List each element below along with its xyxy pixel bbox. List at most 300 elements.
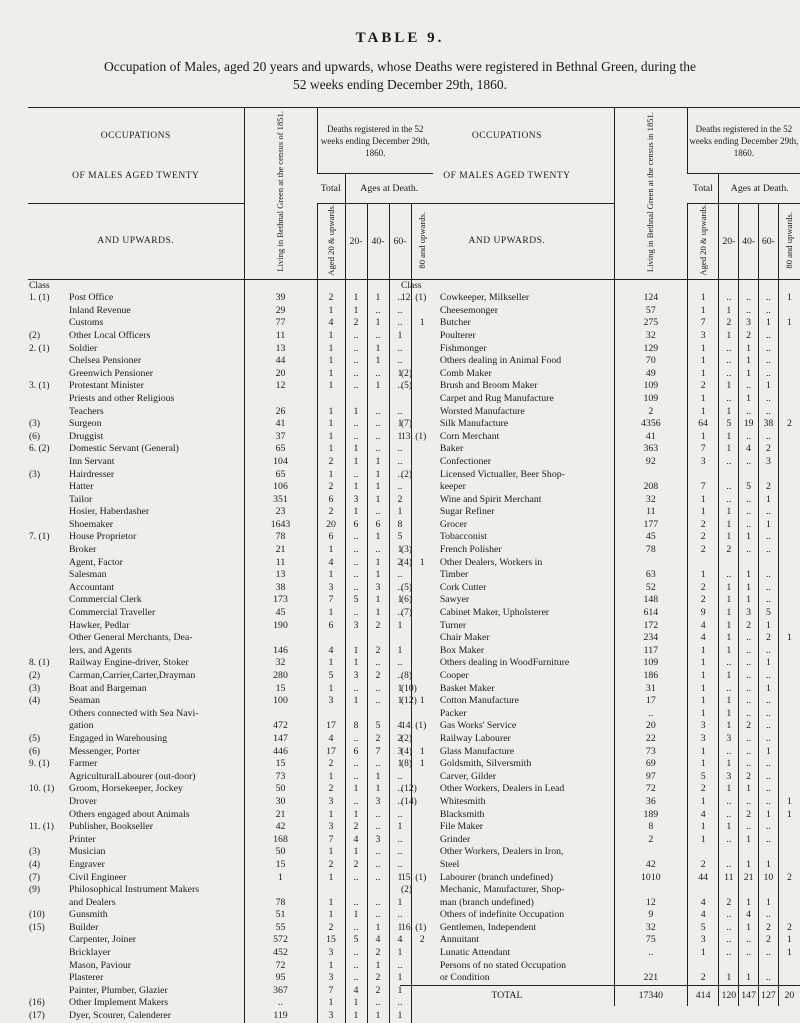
value-cell: 2 [389, 557, 411, 570]
value-cell [614, 884, 687, 897]
value-cell: 41 [614, 431, 687, 444]
value-cell: 275 [614, 317, 687, 330]
value-cell: .. [759, 733, 779, 746]
value-cell: 2 [389, 494, 411, 507]
value-cell: .. [389, 481, 411, 494]
value-cell: 17 [317, 746, 345, 759]
value-cell: 1 [739, 834, 759, 847]
value-cell: 1 [719, 620, 739, 633]
value-cell: 1 [719, 582, 739, 595]
value-cell: 1 [739, 922, 759, 935]
value-cell: 1 [367, 531, 389, 544]
table-row [28, 380, 433, 393]
value-cell: 2 [317, 506, 345, 519]
value-cell: .. [389, 443, 411, 456]
value-cell: .. [367, 683, 389, 696]
occupation-cell: Farmer [69, 758, 98, 770]
occupation-cell: Printer [69, 833, 96, 845]
value-cell: 1 [687, 368, 719, 381]
class-cell: 2. (1) [29, 343, 50, 354]
value-cell: 1 [719, 594, 739, 607]
value-cell: 4 [389, 934, 411, 947]
value-cell: 3 [687, 456, 719, 469]
class-cell [400, 343, 439, 356]
value-cell: 17 [317, 720, 345, 733]
value-cell: 73 [614, 746, 687, 759]
value-cell: 41 [244, 418, 317, 431]
class-cell: 8. (1) [29, 658, 50, 669]
value-cell: 2 [345, 317, 367, 330]
occupation-cell: Licensed Victualler, Beer Shop- [439, 468, 565, 480]
value-cell: .. [739, 645, 759, 658]
class-cell: (4) [401, 557, 413, 568]
value-cell: 32 [244, 657, 317, 670]
value-cell: 572 [244, 934, 317, 947]
value-cell: 1 [778, 934, 800, 947]
value-cell: .. [759, 834, 779, 847]
class-cell [400, 494, 439, 507]
aged20-header-right: Aged 20 & upwards. [687, 204, 719, 280]
value-cell: 1643 [244, 519, 317, 532]
class-cell: (5) [401, 381, 413, 392]
value-cell: 5 [389, 531, 411, 544]
occupation-cell: Others of indefinite Occupation [439, 909, 565, 921]
aged20-header: Aged 20 & upwards. [317, 204, 345, 280]
value-cell [719, 279, 739, 292]
value-cell: 1 [389, 1010, 411, 1023]
value-cell: 37 [244, 431, 317, 444]
total-value: 17340 [614, 985, 687, 1006]
value-cell: 1 [345, 1010, 367, 1023]
value-cell: 3 [739, 317, 759, 330]
value-cell: .. [719, 292, 739, 305]
table-row [28, 393, 433, 406]
class-cell: (3) [29, 469, 41, 480]
value-cell: 2 [317, 292, 345, 305]
occupation-cell: Grinder [439, 833, 471, 845]
occupation-cell: Corn Merchant [439, 430, 500, 442]
occupation-cell: Turner [439, 619, 467, 631]
class-cell: (12) [401, 784, 417, 795]
value-cell: .. [739, 292, 759, 305]
occupation-cell: Fishmonger [439, 342, 487, 354]
value-cell: 10 [759, 872, 779, 885]
age60-header: 60- [389, 204, 411, 280]
occupation-cell: Teachers [69, 405, 104, 417]
value-cell: .. [389, 607, 411, 620]
value-cell: 1 [317, 683, 345, 696]
value-cell [614, 279, 687, 292]
value-cell [778, 368, 800, 381]
occupation-cell: Hatter [69, 481, 94, 493]
table-subtitle [40, 58, 760, 94]
class-cell [28, 494, 68, 507]
occupation-cell: Cork Cutter [439, 581, 487, 593]
value-cell: 1 [719, 506, 739, 519]
occupation-cell: Inn Servant [69, 455, 115, 467]
value-cell [739, 557, 759, 570]
value-cell: 2 [687, 531, 719, 544]
value-cell [778, 834, 800, 847]
value-cell: .. [345, 368, 367, 381]
value-cell: .. [345, 607, 367, 620]
value-cell: 1 [739, 897, 759, 910]
value-cell: 21 [244, 809, 317, 822]
value-cell: .. [739, 683, 759, 696]
value-cell: 1 [759, 620, 779, 633]
table-row [400, 809, 800, 822]
value-cell: 2 [759, 934, 779, 947]
class-cell [400, 809, 439, 822]
class-cell [28, 972, 68, 985]
class-cell: 3. (1) [29, 381, 50, 392]
value-cell: 3 [317, 796, 345, 809]
occupation-cell: Mechanic, Manufacturer, Shop- [439, 884, 565, 896]
value-cell: 1 [317, 960, 345, 973]
value-cell: 1 [317, 909, 345, 922]
value-cell: .. [614, 947, 687, 960]
value-cell: 2 [739, 720, 759, 733]
occupation-cell: Accountant [69, 581, 115, 593]
value-cell: 2 [317, 481, 345, 494]
value-cell: 3 [759, 456, 779, 469]
value-cell [778, 645, 800, 658]
value-cell: 2 [317, 758, 345, 771]
occupation-cell: Carpenter, Joiner [69, 934, 137, 946]
value-cell [614, 469, 687, 482]
value-cell: 31 [614, 683, 687, 696]
class-cell [400, 947, 439, 960]
class-cell [28, 594, 68, 607]
value-cell: 52 [614, 582, 687, 595]
value-cell: .. [389, 380, 411, 393]
value-cell: .. [367, 330, 389, 343]
value-cell: .. [759, 695, 779, 708]
occupation-cell: Broker [69, 544, 97, 556]
deaths-header: Deaths registered in the 52 weeks ending December 29th, 1860. [317, 108, 433, 174]
value-cell: .. [389, 406, 411, 419]
value-cell: .. [759, 771, 779, 784]
table-row [28, 620, 433, 633]
table-row [28, 531, 433, 544]
table-row [400, 972, 800, 985]
value-cell: 1 [687, 494, 719, 507]
table-row [28, 695, 433, 708]
value-cell: 3 [317, 972, 345, 985]
value-cell: 95 [244, 972, 317, 985]
value-cell: 614 [614, 607, 687, 620]
table-row [400, 443, 800, 456]
value-cell: .. [367, 821, 389, 834]
occupation-cell: Lunatic Attendant [439, 947, 511, 959]
value-cell [345, 393, 367, 406]
value-cell: .. [367, 695, 389, 708]
value-cell: 38 [759, 418, 779, 431]
value-cell: 173 [244, 594, 317, 607]
value-cell: 2 [739, 330, 759, 343]
occupation-cell: Drover [69, 795, 97, 807]
value-cell: 168 [244, 834, 317, 847]
class-cell: (10) [401, 683, 417, 694]
value-cell: 6 [317, 620, 345, 633]
value-cell [687, 557, 719, 570]
ages-header: Ages at Death. [345, 174, 433, 204]
class-cell [400, 305, 439, 318]
value-cell: .. [739, 758, 759, 771]
value-cell: 1 [317, 872, 345, 885]
value-cell: 1 [719, 632, 739, 645]
value-cell [778, 594, 800, 607]
value-cell: 2 [367, 645, 389, 658]
value-cell: 11 [614, 506, 687, 519]
occupation-cell: Chelsea Pensioner [69, 355, 142, 367]
value-cell: .. [759, 506, 779, 519]
total-label: TOTAL [400, 985, 614, 1006]
living-header-right: Living in Bethnal Green at the census in 1851. [614, 108, 687, 280]
value-cell: 3 [687, 720, 719, 733]
value-cell: 1 [345, 443, 367, 456]
class-cell [400, 645, 439, 658]
table-row [28, 657, 433, 670]
value-cell: 1 [778, 632, 800, 645]
value-cell: .. [739, 456, 759, 469]
value-cell: 63 [614, 569, 687, 582]
value-cell: .. [759, 569, 779, 582]
value-cell: 4 [739, 443, 759, 456]
value-cell: 4 [317, 317, 345, 330]
value-cell [739, 884, 759, 897]
value-cell: .. [759, 783, 779, 796]
class-cell [400, 569, 439, 582]
occupation-cell: or Condition [439, 972, 490, 984]
value-cell: 1 [367, 960, 389, 973]
value-cell: 1 [719, 305, 739, 318]
class-cell: (7) [401, 608, 413, 619]
table-row [400, 746, 800, 759]
occupation-cell: Dyer, Scourer, Calenderer [69, 1010, 172, 1022]
value-cell [614, 846, 687, 859]
occupation-cell: Blacksmith [439, 808, 485, 820]
value-cell [778, 557, 800, 570]
value-cell: .. [739, 544, 759, 557]
class-cell: (7) [401, 419, 413, 430]
table-row [400, 343, 800, 356]
value-cell: 2 [687, 859, 719, 872]
value-cell: 1 [389, 695, 411, 708]
class-cell: (15) [29, 922, 45, 933]
table-row [28, 909, 433, 922]
value-cell: .. [389, 783, 411, 796]
value-cell: 4 [687, 809, 719, 822]
value-cell: 1 [719, 519, 739, 532]
value-cell: 42 [244, 821, 317, 834]
value-cell: .. [367, 406, 389, 419]
class-cell: (2) [29, 671, 41, 682]
value-cell: 1 [367, 355, 389, 368]
table-row [400, 569, 800, 582]
occupation-cell: and Dealers [69, 896, 116, 908]
value-cell: 7 [687, 481, 719, 494]
value-cell: 9 [614, 909, 687, 922]
value-cell: 7 [317, 985, 345, 998]
class-cell: (9) [29, 885, 41, 896]
value-cell: 1 [739, 859, 759, 872]
value-cell: .. [739, 796, 759, 809]
class-cell: 9. (1) [29, 759, 50, 770]
value-cell [687, 469, 719, 482]
table-row [28, 456, 433, 469]
value-cell: 1 [687, 393, 719, 406]
class-cell [400, 771, 439, 784]
value-cell: .. [739, 934, 759, 947]
value-cell: 1 [719, 783, 739, 796]
table-row [28, 594, 433, 607]
value-cell [345, 884, 367, 897]
class-cell [400, 506, 439, 519]
value-cell: 3 [687, 934, 719, 947]
value-cell: .. [739, 947, 759, 960]
value-cell: .. [719, 859, 739, 872]
value-cell: 3 [345, 494, 367, 507]
table-row [28, 746, 433, 759]
value-cell: 1 [759, 317, 779, 330]
value-cell: 12 [244, 380, 317, 393]
value-cell [778, 846, 800, 859]
class-cell [400, 846, 439, 859]
value-cell: 6 [317, 531, 345, 544]
value-cell: 1 [411, 317, 433, 330]
value-cell [778, 393, 800, 406]
value-cell: 1 [739, 368, 759, 381]
value-cell: 92 [614, 456, 687, 469]
value-cell: .. [345, 872, 367, 885]
value-cell [317, 279, 345, 292]
value-cell: 2 [614, 834, 687, 847]
value-cell: 1 [687, 355, 719, 368]
value-cell: .. [345, 380, 367, 393]
value-cell: .. [719, 368, 739, 381]
class-cell: 10. (1) [29, 784, 55, 795]
value-cell: .. [367, 544, 389, 557]
value-cell: 13 [244, 343, 317, 356]
table-row [400, 846, 800, 859]
value-cell: .. [244, 997, 317, 1010]
value-cell: .. [345, 544, 367, 557]
value-cell: 36 [614, 796, 687, 809]
value-cell [687, 884, 719, 897]
class-cell: (8) [401, 671, 413, 682]
occupation-cell: Others connected with Sea Navi- [69, 707, 199, 719]
value-cell: 446 [244, 746, 317, 759]
value-cell: .. [719, 456, 739, 469]
value-cell: 3 [317, 821, 345, 834]
occupation-cell: Silk Manufacture [439, 418, 509, 430]
value-cell: 1 [317, 355, 345, 368]
table-row [28, 683, 433, 696]
class-cell: 16. (1) [401, 922, 427, 933]
value-cell: 1 [389, 872, 411, 885]
value-cell [719, 960, 739, 973]
table-row [400, 733, 800, 746]
occupation-cell: Timber [439, 569, 469, 581]
value-cell: 1 [317, 897, 345, 910]
table-row [400, 531, 800, 544]
class-cell [400, 456, 439, 469]
age80-header-right: 80 and upwards. [778, 204, 800, 280]
value-cell: .. [367, 305, 389, 318]
table-row [28, 670, 433, 683]
value-cell: 1 [687, 695, 719, 708]
value-cell: 1 [389, 594, 411, 607]
value-cell: 5 [317, 670, 345, 683]
value-cell: 1 [317, 418, 345, 431]
table-row [400, 380, 800, 393]
value-cell: 1 [345, 783, 367, 796]
value-cell: 1 [345, 809, 367, 822]
value-cell: 1 [367, 292, 389, 305]
value-cell: 6 [367, 519, 389, 532]
value-cell: .. [345, 418, 367, 431]
value-cell: 104 [244, 456, 317, 469]
table-row [28, 960, 433, 973]
value-cell: 1 [389, 972, 411, 985]
value-cell [778, 544, 800, 557]
class-cell [400, 393, 439, 406]
value-cell: .. [367, 657, 389, 670]
occupation-cell: Greenwich Pensioner [69, 367, 154, 379]
occupation-cell: Plasterer [69, 972, 104, 984]
value-cell: 1 [739, 531, 759, 544]
value-cell: .. [759, 947, 779, 960]
value-cell [778, 443, 800, 456]
value-cell: 1 [719, 431, 739, 444]
value-cell: .. [719, 746, 739, 759]
value-cell: 1 [778, 796, 800, 809]
value-cell: 3 [719, 771, 739, 784]
value-cell [778, 582, 800, 595]
value-cell: .. [345, 531, 367, 544]
value-cell: 1 [317, 368, 345, 381]
value-cell: 1 [367, 380, 389, 393]
value-cell: 1 [778, 947, 800, 960]
value-cell: .. [345, 733, 367, 746]
value-cell: .. [719, 683, 739, 696]
value-cell: 1 [317, 997, 345, 1010]
value-cell: .. [759, 355, 779, 368]
total-value: 147 [739, 985, 759, 1006]
value-cell: 1010 [614, 872, 687, 885]
occupation-cell: Boat and Bargeman [69, 682, 147, 694]
value-cell: .. [759, 670, 779, 683]
value-cell: .. [345, 771, 367, 784]
value-cell: 1 [719, 720, 739, 733]
table-row [400, 279, 800, 292]
class-cell [400, 934, 439, 947]
table-title: TABLE 9. [355, 30, 445, 46]
value-cell [778, 708, 800, 721]
value-cell: .. [759, 343, 779, 356]
value-cell [244, 279, 317, 292]
value-cell: 124 [614, 292, 687, 305]
occupation-cell: Tailor [69, 493, 93, 505]
value-cell: 1 [389, 330, 411, 343]
class-cell [400, 531, 439, 544]
value-cell [778, 897, 800, 910]
occupation-cell: Carman,Carrier,Carter,Drayman [69, 670, 196, 682]
value-cell: 20 [317, 519, 345, 532]
value-cell: .. [367, 443, 389, 456]
value-cell: 1 [759, 380, 779, 393]
